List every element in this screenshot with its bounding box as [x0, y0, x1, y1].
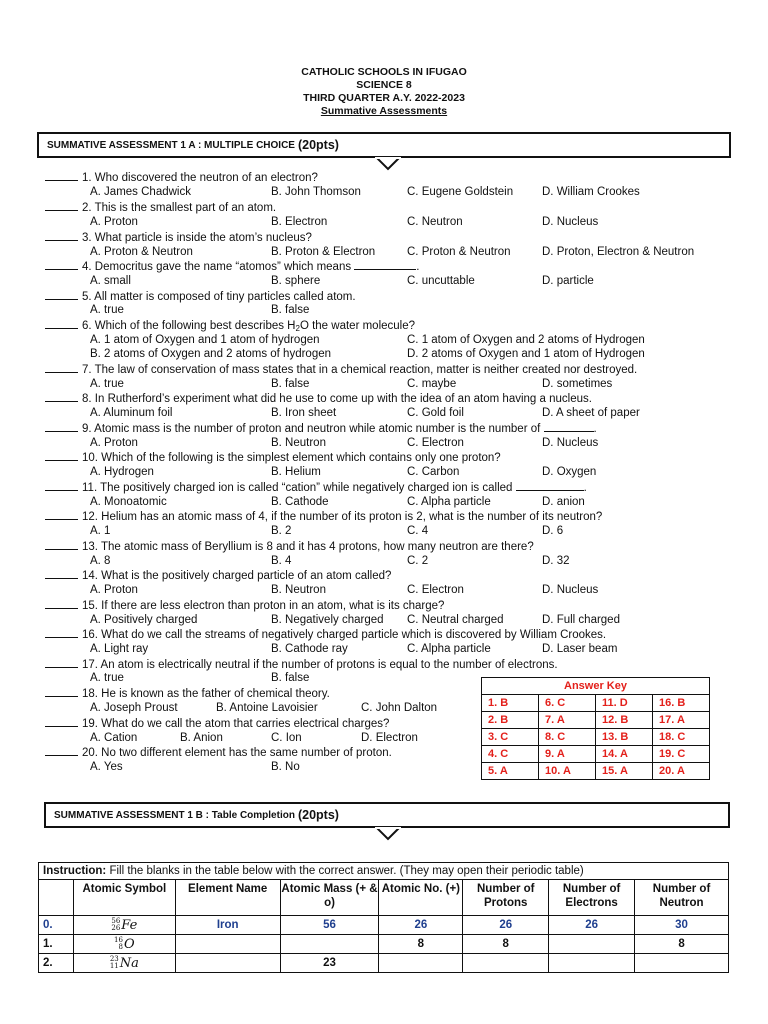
table-row: [39, 935, 729, 954]
option: B. Helium: [271, 466, 321, 478]
question-15: 15. If there are less electron than proton in an atom, what is its charge?: [45, 598, 444, 613]
option: C. Carbon: [407, 466, 460, 478]
option: D. 2 atoms of Oxygen and 1 atom of Hydrogen: [407, 348, 645, 360]
option: D. anion: [542, 496, 585, 508]
question-13: 13. The atomic mass of Beryllium is 8 and it has 4 protons, how many neutron are there?: [45, 539, 534, 554]
fill-blank: [544, 422, 594, 432]
table-instruction: Instruction: Fill the blanks in the table below with the correct answer. (They may open their periodic table): [39, 863, 729, 880]
col-header: Number of Neutron: [635, 880, 729, 916]
option: A. Proton: [90, 216, 138, 228]
option: B. Proton & Electron: [271, 246, 376, 258]
option: C. Neutron: [407, 216, 463, 228]
neutrons-cell[interactable]: [635, 954, 729, 973]
answer-blank[interactable]: [45, 391, 78, 402]
col-header: Atomic Symbol: [73, 880, 175, 916]
col-header: Number of Protons: [463, 880, 549, 916]
option: D. particle: [542, 275, 594, 287]
col-header: Atomic No. (+): [379, 880, 463, 916]
key-cell: 14. A: [596, 746, 653, 763]
col-header: Atomic Mass (+ & o): [280, 880, 379, 916]
option: C. Alpha particle: [407, 643, 491, 655]
option: D. Electron: [361, 732, 418, 744]
option: C. maybe: [407, 378, 457, 390]
answer-key-table: [481, 677, 710, 780]
option: D. Proton, Electron & Neutron: [542, 246, 695, 258]
option: C. Eugene Goldstein: [407, 186, 514, 198]
chevron-down-icon: [375, 827, 401, 841]
fill-blank: [354, 260, 416, 270]
option: A. Joseph Proust: [90, 702, 178, 714]
option: B. false: [271, 378, 310, 390]
option: B. Electron: [271, 216, 328, 228]
atomic-symbol: 16 8 O: [73, 935, 175, 954]
option: B. 2 atoms of Oxygen and 2 atoms of hydrogen: [90, 348, 332, 360]
document-title: Summative Assessments: [320, 105, 448, 117]
question-4: 4. Democritus gave the name “atomos” which means .: [45, 259, 420, 274]
neutrons-cell[interactable]: 8: [635, 935, 729, 954]
option: D. William Crookes: [542, 186, 640, 198]
question-8: 8. In Rutherford’s experiment what did he use to come up with the idea of an atom having a nucleus.: [45, 391, 592, 406]
option: B. Antoine Lavoisier: [216, 702, 318, 714]
option: B. Neutron: [271, 584, 326, 596]
option: C. 1 atom of Oxygen and 2 atoms of Hydrogen: [407, 334, 645, 346]
option: C. Electron: [407, 437, 464, 449]
question-3: 3. What particle is inside the atom’s nucleus?: [45, 230, 312, 245]
key-cell: 10. A: [539, 763, 596, 780]
protons-cell[interactable]: 8: [463, 935, 549, 954]
answer-blank[interactable]: [45, 657, 78, 668]
question-20: 20. No two different element has the same number of proton.: [45, 745, 392, 760]
question-19: 19. What do we call the atom that carries electrical charges?: [45, 716, 389, 731]
option: A. Cation: [90, 732, 138, 744]
option: D. 32: [542, 555, 570, 567]
option: B. false: [271, 672, 310, 684]
section-a-banner: [37, 132, 731, 158]
option: B. Anion: [180, 732, 223, 744]
option: A. Light ray: [90, 643, 149, 655]
key-cell: 8. C: [539, 729, 596, 746]
option: D. Nucleus: [542, 437, 599, 449]
option: C. Alpha particle: [407, 496, 491, 508]
subject-title: SCIENCE 8: [356, 79, 412, 91]
atomic-number-cell[interactable]: [379, 954, 463, 973]
element-table: [38, 862, 729, 973]
option: A. 1 atom of Oxygen and 1 atom of hydrogen: [90, 334, 320, 346]
answer-blank[interactable]: [45, 450, 78, 461]
key-cell: 11. D: [596, 695, 653, 712]
option: B. false: [271, 304, 310, 316]
option: A. Proton: [90, 584, 138, 596]
question-16: 16. What do we call the streams of negatively charged particle which is discovered by William Crookes.: [45, 627, 606, 642]
key-cell: 16. B: [653, 695, 710, 712]
key-cell: 4. C: [482, 746, 539, 763]
answer-blank[interactable]: [45, 421, 78, 432]
answer-blank[interactable]: [45, 230, 78, 241]
option: A. 1: [90, 525, 111, 537]
section-a-label: SUMMATIVE ASSESSMENT 1 A : MULTIPLE CHOICE: [47, 139, 295, 151]
section-b-label: SUMMATIVE ASSESSMENT 1 B : Table Completion: [54, 809, 295, 821]
row-label: 0.: [39, 916, 74, 935]
question-14: 14. What is the positively charged particle of an atom called?: [45, 568, 391, 583]
question-10: 10. Which of the following is the simplest element which contains only one proton?: [45, 450, 501, 465]
fill-blank: [516, 481, 584, 491]
atomic-number-cell[interactable]: 8: [379, 935, 463, 954]
option: C. 4: [407, 525, 429, 537]
answer-blank[interactable]: [45, 598, 78, 609]
option: A. Hydrogen: [90, 466, 154, 478]
option: D. Full charged: [542, 614, 620, 626]
option: C. Gold foil: [407, 407, 464, 419]
atomic-mass-cell[interactable]: 56: [280, 916, 379, 935]
key-cell: 20. A: [653, 763, 710, 780]
key-cell: 18. C: [653, 729, 710, 746]
atomic-mass-cell[interactable]: [280, 935, 379, 954]
electrons-cell[interactable]: [549, 935, 635, 954]
answer-blank[interactable]: [45, 289, 78, 300]
key-cell: 6. C: [539, 695, 596, 712]
col-header: Element Name: [175, 880, 280, 916]
option: D. sometimes: [542, 378, 613, 390]
answer-blank[interactable]: [45, 539, 78, 550]
question-11: 11. The positively charged ion is called “cation” while negatively charged ion is called .: [45, 480, 587, 495]
question-17: 17. An atom is electrically neutral if the number of protons is equal to the number of electrons.: [45, 657, 558, 672]
question-12: 12. Helium has an atomic mass of 4, if the number of its proton is 2, what is the number of its neutron?: [45, 509, 602, 524]
electrons-cell[interactable]: [549, 954, 635, 973]
option: C. John Dalton: [361, 702, 438, 714]
atomic-mass-cell[interactable]: 23: [280, 954, 379, 973]
answer-blank[interactable]: [45, 568, 78, 579]
key-cell: 12. B: [596, 712, 653, 729]
option: A. Positively charged: [90, 614, 198, 626]
option: A. small: [90, 275, 131, 287]
atomic-symbol: 23 11 Na: [73, 954, 175, 973]
atomic-symbol: 56 26 Fe: [73, 916, 175, 935]
option: A. 8: [90, 555, 111, 567]
section-b-banner: [44, 802, 730, 828]
option: A. Monoatomic: [90, 496, 167, 508]
answer-blank[interactable]: [45, 200, 78, 211]
option: A. James Chadwick: [90, 186, 191, 198]
answer-blank[interactable]: [45, 259, 78, 270]
answer-blank[interactable]: [45, 745, 78, 756]
key-cell: 3. C: [482, 729, 539, 746]
question-18: 18. He is known as the father of chemical theory.: [45, 686, 330, 701]
option: B. sphere: [271, 275, 321, 287]
element-name-cell[interactable]: [175, 954, 280, 973]
element-name-cell[interactable]: Iron: [175, 916, 280, 935]
option: A. true: [90, 304, 124, 316]
answer-blank[interactable]: [45, 318, 78, 329]
option: C. Ion: [271, 732, 302, 744]
protons-cell[interactable]: 26: [463, 916, 549, 935]
section-b-points: (20pts): [297, 808, 339, 822]
col-header: Number of Electrons: [549, 880, 635, 916]
option: D. Oxygen: [542, 466, 597, 478]
answer-blank[interactable]: [45, 627, 78, 638]
option: B. Neutron: [271, 437, 326, 449]
option: B. Negatively charged: [271, 614, 384, 626]
school-name: CATHOLIC SCHOOLS IN IFUGAO: [301, 66, 467, 78]
element-name-cell[interactable]: [175, 935, 280, 954]
option: B. Iron sheet: [271, 407, 337, 419]
row-label: 1.: [39, 935, 74, 954]
option: B. 4: [271, 555, 292, 567]
question-9: 9. Atomic mass is the number of proton and neutron while atomic number is the number of .: [45, 421, 597, 436]
atomic-number-cell[interactable]: 26: [379, 916, 463, 935]
key-cell: 9. A: [539, 746, 596, 763]
question-5: 5. All matter is composed of tiny particles called atom.: [45, 289, 356, 304]
answer-blank[interactable]: [45, 686, 78, 697]
option: B. Cathode: [271, 496, 329, 508]
option: C. 2: [407, 555, 429, 567]
option: C. Neutral charged: [407, 614, 504, 626]
option: D. Nucleus: [542, 584, 599, 596]
option: A. Aluminum foil: [90, 407, 173, 419]
key-cell: 2. B: [482, 712, 539, 729]
option: C. uncuttable: [407, 275, 475, 287]
key-cell: 19. C: [653, 746, 710, 763]
option: D. Nucleus: [542, 216, 599, 228]
key-cell: 1. B: [482, 695, 539, 712]
table-row: [39, 916, 729, 935]
answer-blank[interactable]: [45, 480, 78, 491]
key-cell: 13. B: [596, 729, 653, 746]
electrons-cell[interactable]: 26: [549, 916, 635, 935]
option: C. Proton & Neutron: [407, 246, 511, 258]
option: B. 2: [271, 525, 292, 537]
option: D. Laser beam: [542, 643, 618, 655]
option: A. true: [90, 672, 124, 684]
option: A. Proton & Neutron: [90, 246, 193, 258]
answer-blank[interactable]: [45, 509, 78, 520]
option: B. John Thomson: [271, 186, 361, 198]
key-cell: 15. A: [596, 763, 653, 780]
option: A. Proton: [90, 437, 138, 449]
neutrons-cell[interactable]: 30: [635, 916, 729, 935]
quarter-title: THIRD QUARTER A.Y. 2022-2023: [303, 92, 465, 104]
option: B. Cathode ray: [271, 643, 348, 655]
answer-blank[interactable]: [45, 716, 78, 727]
question-6: 6. Which of the following best describes $H_2O$ the water molecule?: [45, 318, 415, 336]
row-label: 2.: [39, 954, 74, 973]
protons-cell[interactable]: [463, 954, 549, 973]
option: D. 6: [542, 525, 564, 537]
question-7: 7. The law of conservation of mass states that in a chemical reaction, matter is neither created nor destroyed.: [45, 362, 637, 377]
table-row: [39, 954, 729, 973]
answer-key-title: Answer Key: [482, 678, 710, 695]
option: B. No: [271, 761, 300, 773]
key-cell: 5. A: [482, 763, 539, 780]
answer-blank[interactable]: [45, 170, 78, 181]
option: C. Electron: [407, 584, 464, 596]
option: A. Yes: [90, 761, 123, 773]
option: D. A sheet of paper: [542, 407, 640, 419]
option: A. true: [90, 378, 124, 390]
answer-blank[interactable]: [45, 362, 78, 373]
key-cell: 17. A: [653, 712, 710, 729]
col-index: [39, 880, 74, 916]
chevron-down-icon: [375, 157, 401, 171]
question-2: 2. This is the smallest part of an atom.: [45, 200, 276, 215]
section-a-points: (20pts): [297, 138, 339, 152]
key-cell: 7. A: [539, 712, 596, 729]
question-1: 1. Who discovered the neutron of an electron?: [45, 170, 318, 185]
